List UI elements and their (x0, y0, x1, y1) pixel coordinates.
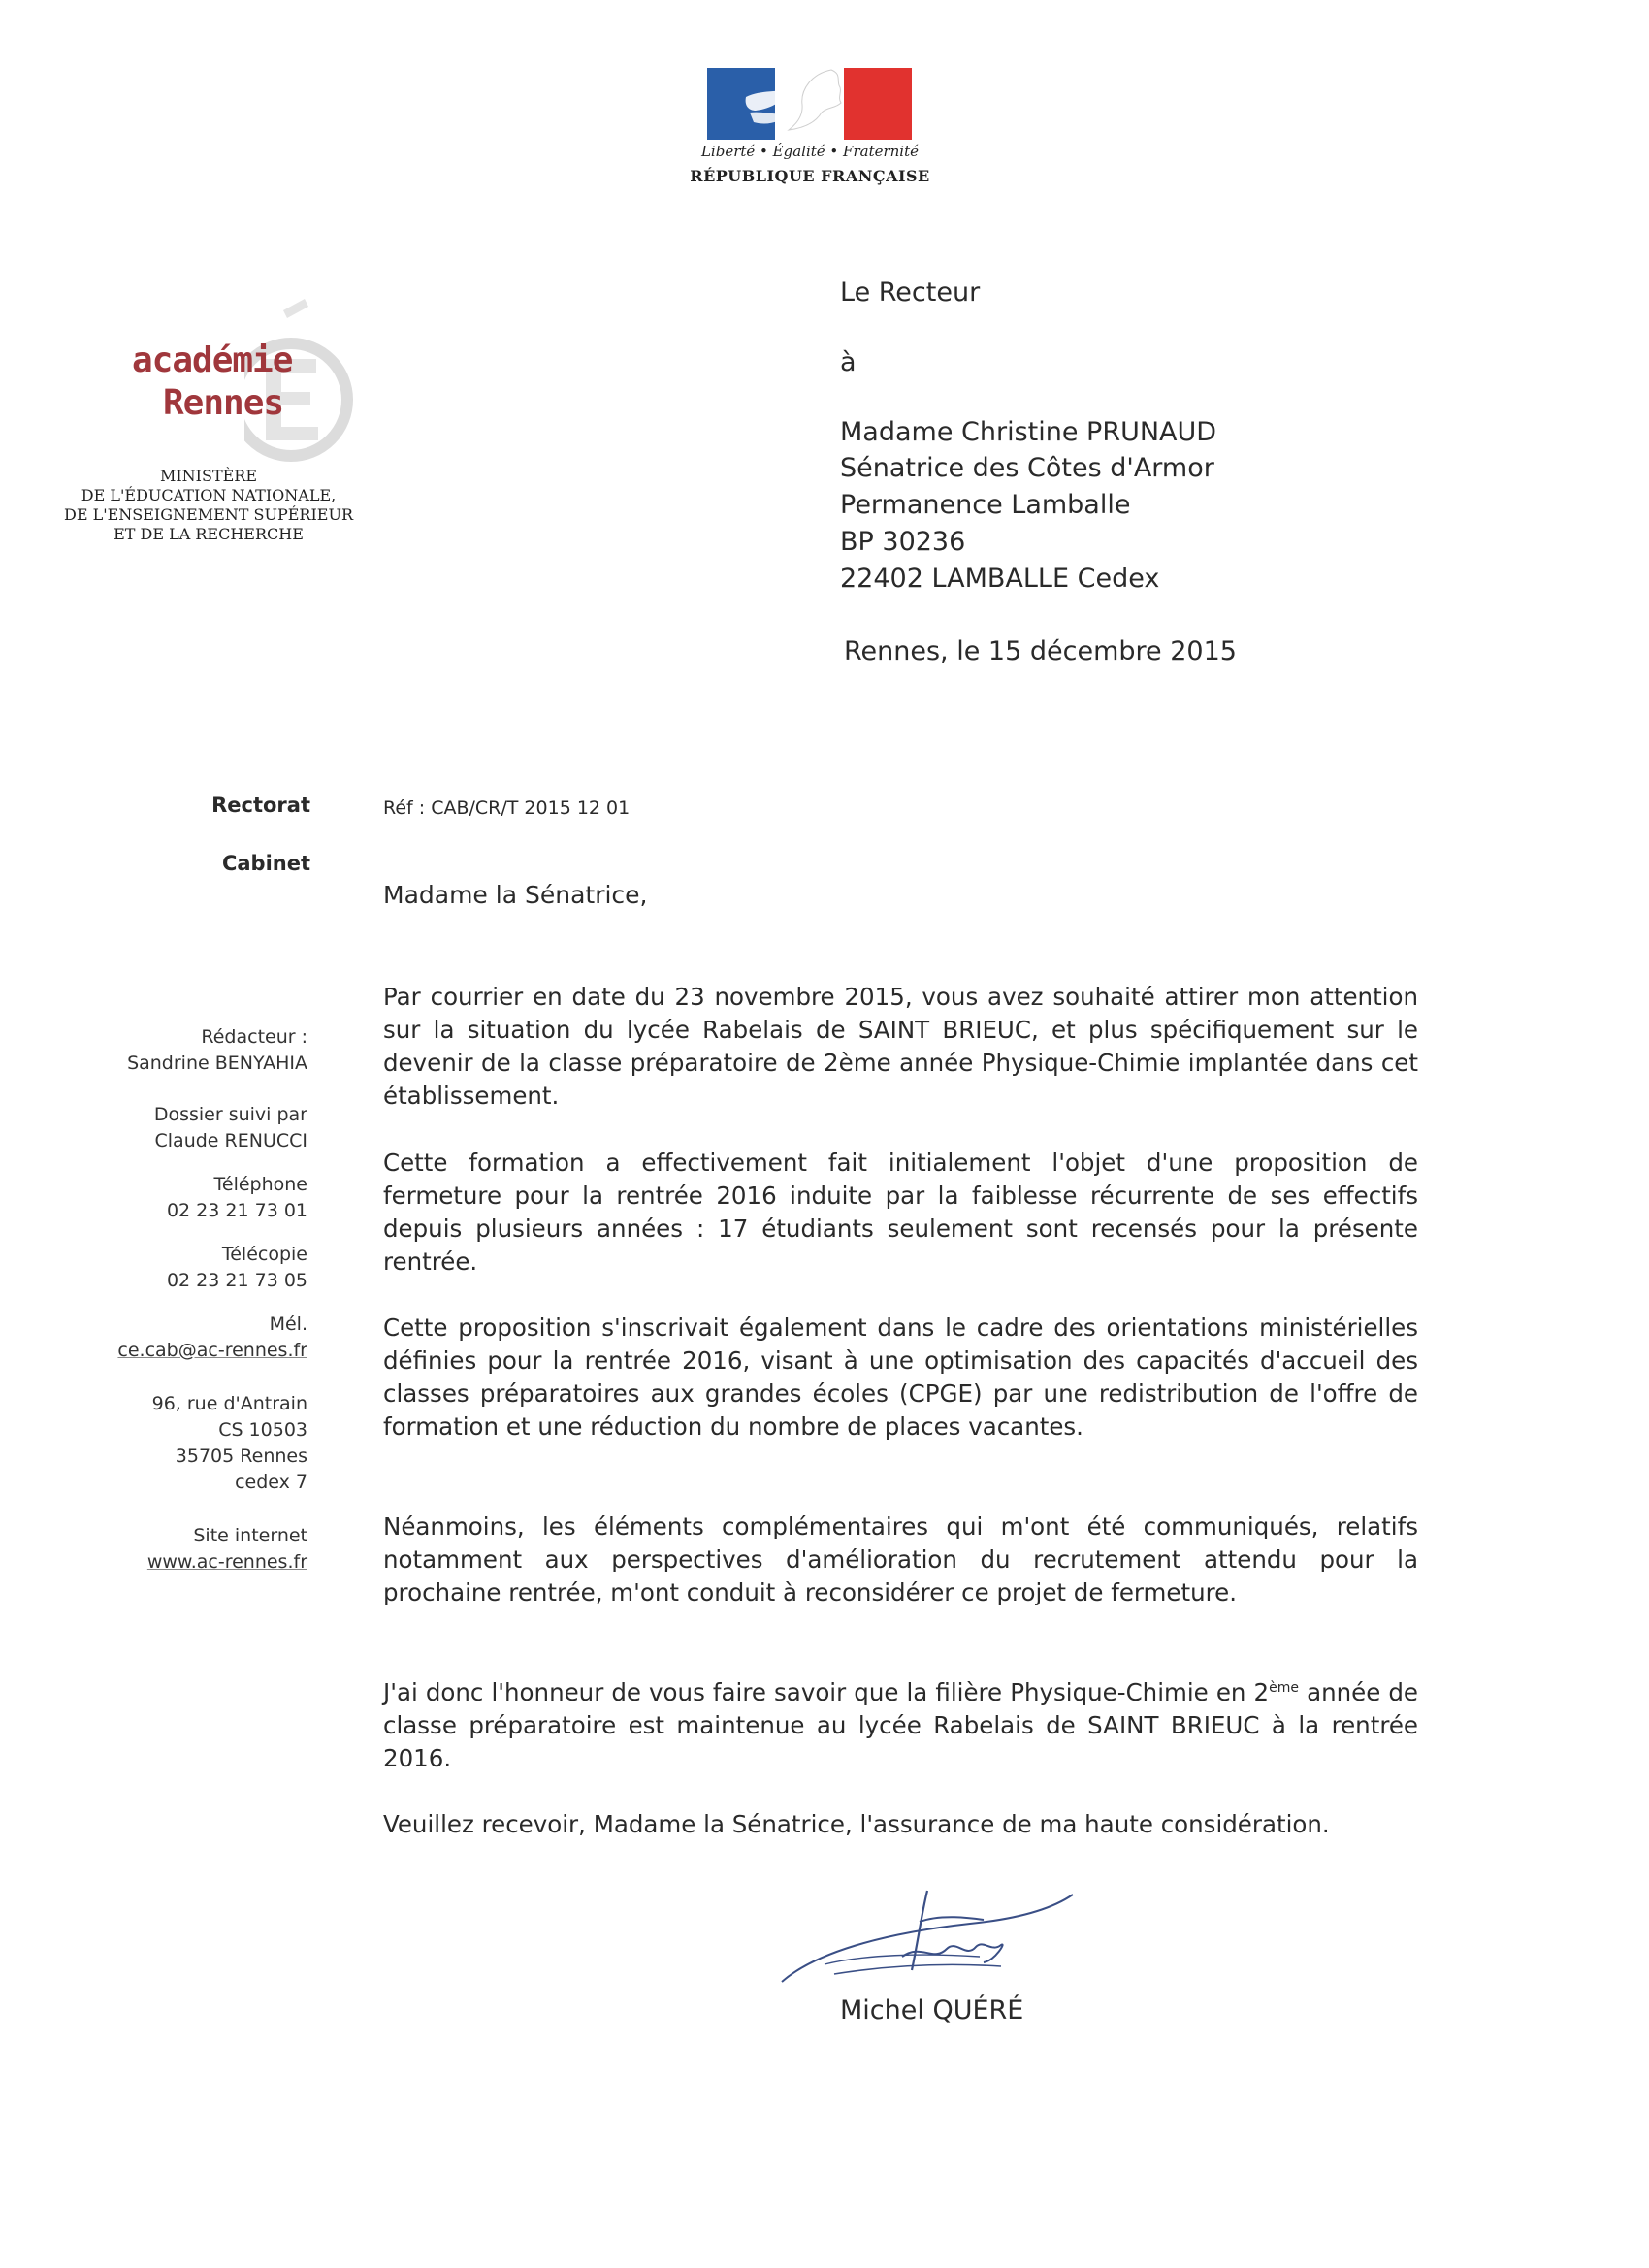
paragraph-5-end: année de classe préparatoire est maintenue au lycée Rabelais de SAINT BRIEUC à la rentrée 2016. (383, 1678, 1418, 1772)
republic-name: RÉPUBLIQUE FRANÇAISE (690, 167, 930, 185)
paragraph-1: Par courrier en date du 23 novembre 2015, vous avez souhaité attirer mon attention sur la situation du lycée Rabelais de SAINT BRIEUC, et plus spécifiquement sur le devenir de la classe préparatoire de 2ème année Physique-Chimie implantée dans cet établissement. (383, 983, 1418, 1110)
rectorat-label: Rectorat (211, 794, 310, 817)
telecopie-value: 02 23 21 73 05 (166, 1270, 307, 1291)
closing: Veuillez recevoir, Madame la Sénatrice, l'assurance de ma haute considération. (383, 1810, 1330, 1838)
letter-date: Rennes, le 15 décembre 2015 (844, 636, 1237, 666)
ministere-line: MINISTÈRE (159, 467, 258, 485)
ministere-line: ET DE LA RECHERCHE (113, 525, 304, 543)
ministere-line: DE L'ÉDUCATION NATIONALE, (81, 486, 337, 504)
recipient-line: Madame Christine PRUNAUD (840, 417, 1217, 447)
recipient-line: Permanence Lamballe (840, 490, 1131, 520)
recipient-to: à (840, 347, 857, 377)
signature (776, 1885, 1086, 2001)
ministere-block (58, 467, 359, 544)
paragraph-3: Cette proposition s'inscrivait également dans le cadre des orientations ministérielles définies pour la rentrée 2016, visant à une optimisation des capacités d'accueil des classes préparatoires aux grandes écoles (CPGE) par une redistribution de l'offre de formation et une réduction du nombre de places vacantes. (383, 1313, 1418, 1441)
site-label: Site internet (193, 1525, 307, 1546)
academie-line2: Rennes (163, 383, 284, 423)
telecopie-block (167, 1242, 307, 1294)
dossier-label: Dossier suivi par (153, 1104, 307, 1125)
redacteur-name: Sandrine BENYAHIA (127, 1053, 307, 1074)
ministere-line: DE L'ENSEIGNEMENT SUPÉRIEUR (63, 505, 353, 524)
telephone-label: Téléphone (213, 1174, 307, 1195)
site-block (147, 1523, 307, 1575)
telecopie-label: Télécopie (221, 1244, 307, 1265)
paragraph-5-start: J'ai donc l'honneur de vous faire savoir que la filière Physique-Chimie en 2 (383, 1678, 1270, 1706)
telephone-block (167, 1172, 307, 1224)
recipient-line: Sénatrice des Côtes d'Armor (840, 453, 1214, 483)
mel-label: Mél. (269, 1313, 307, 1335)
paragraph-5 (383, 1676, 1418, 1775)
recipient-line: 22402 LAMBALLE Cedex (840, 564, 1160, 594)
signer-name: Michel QUÉRÉ (840, 1995, 1024, 2025)
paragraph-2: Cette formation a effectivement fait initialement l'objet d'une proposition de fermeture pour la rentrée 2016 induite par la faiblesse récurrente de ses effectifs depuis plusieurs années : 17 étudiants seulement sont recensés pour la présente rentrée. (383, 1149, 1418, 1276)
mel-block (117, 1312, 307, 1364)
marianne-logo (707, 68, 912, 140)
recipient-line: BP 30236 (840, 527, 966, 557)
mel-link[interactable]: ce.cab@ac-rennes.fr (117, 1340, 307, 1361)
cabinet-label: Cabinet (221, 852, 310, 875)
reference: Réf : CAB/CR/T 2015 12 01 (383, 797, 630, 819)
address-block (152, 1391, 307, 1496)
academie-line1: académie (132, 340, 293, 380)
redacteur-label: Rédacteur : (201, 1026, 307, 1048)
site-link[interactable]: www.ac-rennes.fr (146, 1551, 307, 1572)
address-line: cedex 7 (235, 1472, 307, 1493)
address-line: 35705 Rennes (175, 1445, 307, 1467)
telephone-value: 02 23 21 73 01 (166, 1200, 307, 1221)
dossier-block (154, 1102, 307, 1154)
paragraph-4: Néanmoins, les éléments complémentaires qui m'ont été communiqués, relatifs notamment aux perspectives d'amélioration du recrutement attendu pour la prochaine rentrée, m'ont conduit à reconsidérer ce projet de fermeture. (383, 1512, 1418, 1606)
republic-motto: Liberté • Égalité • Fraternité (700, 143, 920, 160)
salutation: Madame la Sénatrice, (383, 881, 648, 909)
paragraph-5-superscript: ème (1269, 1679, 1299, 1696)
dossier-name: Claude RENUCCI (154, 1130, 307, 1151)
redacteur-block (127, 1024, 307, 1077)
address-line: CS 10503 (218, 1419, 307, 1441)
address-line: 96, rue d'Antrain (151, 1393, 307, 1414)
sender-title: Le Recteur (840, 277, 981, 308)
